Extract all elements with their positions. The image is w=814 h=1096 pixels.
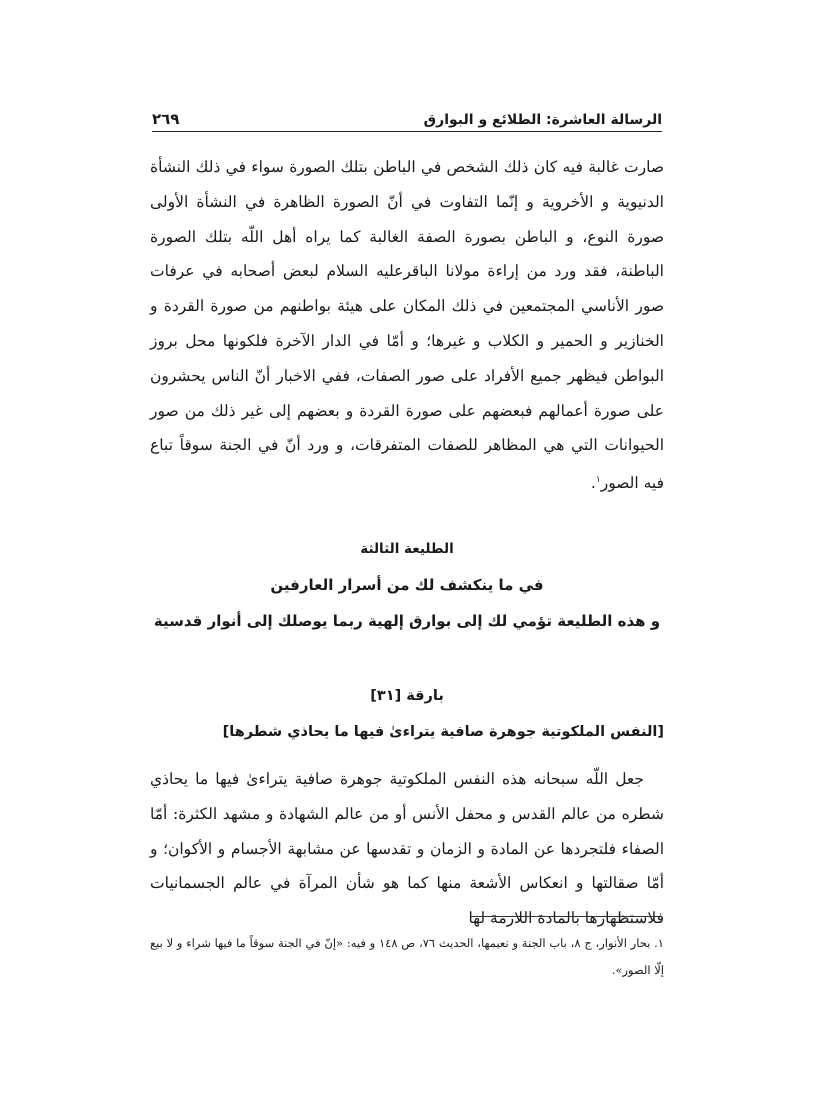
section-subtitle: في ما ينكشف لك من أسرار العارفين	[270, 576, 544, 594]
section-title: الطليعة الثالثة	[360, 541, 454, 557]
running-title: الرسالة العاشرة: الطلائع و البوارق	[423, 112, 662, 128]
bariqa-subheading: [النفس الملكوتية جوهرة صافية يتراءىٰ فيها ما يحاذي شطرها]	[222, 724, 664, 740]
header-rule	[152, 131, 662, 132]
section-description: و هذه الطليعة تؤمي لك إلى بوارق إلهية ربما يوصلك إلى أنوار قدسية	[153, 612, 661, 630]
footnote-marker: ١	[595, 475, 601, 486]
paragraph-1-ending: .	[590, 474, 596, 493]
running-header	[152, 98, 662, 128]
footnote	[150, 930, 664, 984]
page-number: ٢٦٩	[152, 110, 180, 128]
paragraph-2	[150, 762, 664, 936]
paragraph-1	[150, 150, 664, 501]
bariqa-heading: بارقة [٣١]	[370, 688, 444, 704]
paragraph-1-text: صارت غالبة فيه كان ذلك الشخص في الباطن بتلك الصورة سواء في ذلك النشأة الدنيوية و الأخروية و إنّما التفاوت في أنّ الصورة الظاهرة في النشأة الأولى صورة النوع، و الباطن بصورة الصفة الغالبة كما يراه أهل اللّه بتلك الصورة الباطنة، فقد ورد من إراءة مولانا الباقرعليه السلام لبعض أصحابه في عرفات صور الأناسي المجتمعين في ذلك المكان على هيئة بواطنهم من صورة القردة و الخنازير و الحمير و الكلاب و غيرها؛ و أمّا في الدار الآخرة فلكونها محل بروز البواطن فيظهر جميع الأفراد على صور الصفات، ففي الاخبار أنّ الناس يحشرون على صورة أعمالهم فبعضهم على صورة القردة و بعضهم إلى غير ذلك من صور الحيوانات التي هي المظاهر للصفات المتفرقات، و ورد أنّ في الجنة سوقاً تباع فيه الصور	[150, 158, 664, 493]
footnote-text: ١. بحار الأنوار، ج ٨، باب الجنة و نعيمها، الحديث ٧٦، ص ١٤٨ و فيه: «إنّ في الجنة سوقاً ما فيها شراء و لا بيع إلّا الصور».	[150, 936, 664, 977]
paragraph-2-text: جعل اللّه سبحانه هذه النفس الملكوتية جوهرة صافية يتراءىٰ فيها ما يحاذي شطره من عالم القدس و محفل الأنس أو من عالم الشهادة و مشهد الكثرة: أمّا الصفاء فلتجردها عن المادة و الزمان و تقدسها عن مشابهة الأجسام و الأكوان؛ و أمّا صقالتها و انعكاس الأشعة منها كما هو شأن المرآة في عالم الجسمانيات فلاستظهارها بالمادة اللازمة لها	[150, 770, 664, 928]
footnote-rule	[470, 916, 662, 917]
